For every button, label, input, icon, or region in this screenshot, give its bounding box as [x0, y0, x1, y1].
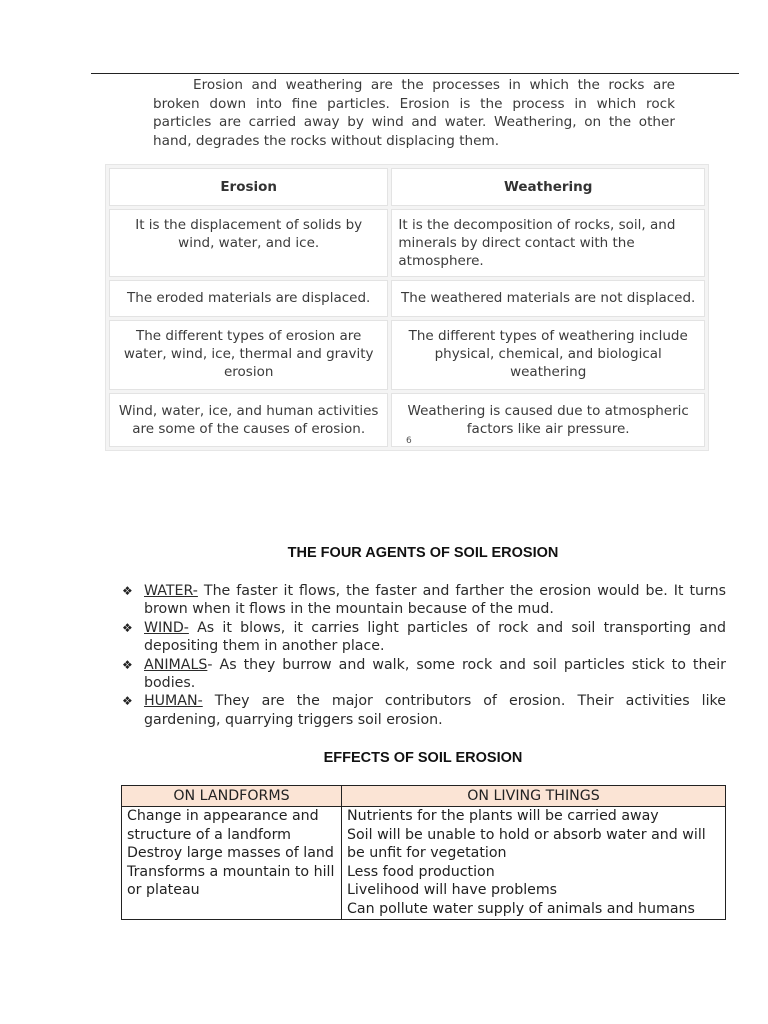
agents-heading: THE FOUR AGENTS OF SOIL EROSION: [287, 545, 559, 561]
table-row: [109, 320, 705, 390]
table-row: [122, 807, 726, 920]
list-item: [122, 619, 726, 656]
agent-description: As it blows, it carries light particles of rock and soil transporting and depositing them in another place.: [144, 619, 726, 655]
effects-table: [121, 785, 726, 920]
diamond-bullet-icon: ❖: [122, 620, 133, 635]
table-cell: Wind, water, ice, and human activities are some of the causes of erosion.: [109, 393, 388, 447]
table-cell: The different types of erosion are water, wind, ice, thermal and gravity erosion: [109, 320, 388, 390]
header-erosion: Erosion: [109, 168, 388, 206]
agent-description: - As they burrow and walk, some rock and soil particles stick to their bodies.: [144, 656, 726, 692]
diamond-bullet-icon: ❖: [122, 657, 133, 672]
top-divider-line: [91, 73, 739, 74]
header-living-things: ON LIVING THINGS: [342, 786, 726, 807]
landforms-line: Destroy large masses of land: [127, 845, 334, 862]
table-cell: The eroded materials are displaced.: [109, 280, 388, 317]
living-line: Livelihood will have problems: [347, 882, 558, 899]
agent-term: ANIMALS: [144, 656, 208, 673]
living-line: Soil will be unable to hold or absorb water and will: [347, 826, 706, 843]
table-cell: It is the displacement of solids by wind, water, and ice.: [109, 209, 388, 277]
landforms-line: structure of a landform: [127, 826, 291, 843]
agent-term: WIND-: [144, 619, 189, 636]
table-cell: It is the decomposition of rocks, soil, and minerals by direct contact with the atmosphere.: [391, 209, 705, 277]
agent-description: The faster it flows, the faster and farther the erosion would be. It turns brown when it flows in the mountain because of the mud.: [144, 583, 726, 618]
landforms-line: Transforms a mountain to hill: [127, 863, 335, 880]
page-number: 6: [406, 436, 412, 446]
living-line: Can pollute water supply of animals and humans: [347, 900, 695, 917]
list-item: [122, 692, 726, 729]
landforms-line: or plateau: [127, 882, 200, 899]
intro-text: Erosion and weathering are the processes in which the rocks are broken down into fine particles. Erosion is the process in which rock particles are carried away by wind and water. Weathering, on the other hand, degrades the rocks without displacing them.: [153, 77, 675, 149]
landforms-line: Change in appearance and: [127, 808, 319, 824]
table-row: [109, 280, 705, 317]
diamond-bullet-icon: ❖: [122, 584, 133, 598]
table-cell: Weathering is caused due to atmospheric factors like air pressure.: [391, 393, 705, 447]
agent-term: WATER-: [144, 583, 198, 599]
living-things-cell: [342, 807, 726, 920]
table-header-row: [109, 168, 705, 206]
table-row: [109, 209, 705, 277]
erosion-weathering-table: [105, 164, 709, 451]
agents-list: [122, 582, 726, 729]
header-weathering: Weathering: [391, 168, 705, 206]
table-cell: The different types of weathering include physical, chemical, and biological weathering: [391, 320, 705, 390]
living-line: be unfit for vegetation: [347, 845, 507, 862]
intro-paragraph: [153, 76, 675, 150]
living-line: Nutrients for the plants will be carried away: [347, 808, 659, 824]
agent-description: They are the major contributors of erosion. Their activities like gardening, quarrying triggers soil erosion.: [144, 693, 726, 728]
effects-heading: EFFECTS OF SOIL EROSION: [323, 750, 523, 766]
list-item: [122, 656, 726, 693]
table-header-row: [122, 786, 726, 807]
agent-term: HUMAN-: [144, 693, 203, 710]
landforms-cell: [122, 807, 342, 920]
table-cell: The weathered materials are not displaced.: [391, 280, 705, 317]
living-line: Less food production: [347, 863, 495, 880]
diamond-bullet-icon: ❖: [122, 694, 133, 709]
header-landforms: ON LANDFORMS: [122, 786, 342, 807]
list-item: [122, 582, 726, 619]
